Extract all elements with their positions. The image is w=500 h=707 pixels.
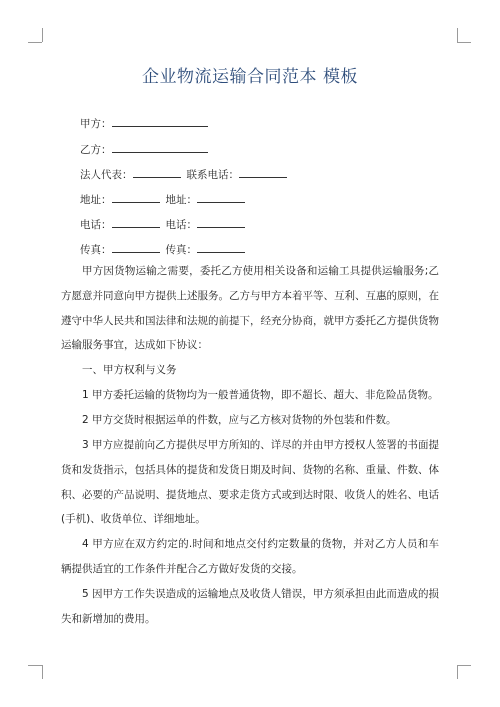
field-label-phone-a: 电话： [80,219,112,231]
field-label-party-a: 甲方： [80,118,112,130]
field-address [80,191,245,207]
field-label-fax-a: 传真： [80,244,112,256]
field-label-legal-rep: 法人代表： [80,169,133,181]
address-b-blank[interactable] [197,191,245,203]
field-fax [80,241,245,257]
phone-b-blank[interactable] [197,216,245,228]
corner-mark-bottom-right-v [457,665,458,679]
field-label-party-b: 乙方： [80,144,112,156]
legal-rep-blank[interactable] [133,166,181,178]
clause-2: 2 甲方交货时根据运单的件数，应与乙方核对货物的外包装和件数。 [82,414,397,426]
field-legal-rep [80,166,287,182]
field-label-phone-b: 电话： [165,219,197,231]
corner-mark-bottom-right-h [457,665,471,666]
clause-4: 4 甲方应在双方约定的.时间和地点交付约定数量的货物，并对乙方人员和车辆提供适宜的工作条件并配合乙方做好发货的交接。 [61,538,439,575]
document-title: 企业物流运输合同范本 模板 [142,67,358,87]
corner-mark-top-left-v [42,28,43,42]
field-label-address-b: 地址： [165,194,197,206]
corner-mark-bottom-left-h [28,665,42,666]
contact-phone-blank[interactable] [239,166,287,178]
address-a-blank[interactable] [112,191,160,203]
corner-mark-bottom-left-v [42,665,43,679]
paragraph-preamble: 甲方因货物运输之需要，委托乙方使用相关设备和运输工具提供运输服务;乙方愿意并同意向甲方提供上述服务。乙方与甲方本着平等、互利、互惠的原则，在遵守中华人民共和国法律和法规的前提下，经充分协商，就甲方委托乙方提供货物运输服务事宜，达成如下协议： [61,265,439,352]
party-a-blank[interactable] [112,115,208,127]
clause-1: 1 甲方委托运输的货物均为一般普通货物，即不超长、超大、非危险品货物。 [82,389,439,401]
corner-mark-top-right-v [457,28,458,42]
fax-a-blank[interactable] [112,241,160,253]
field-phone [80,216,245,232]
section-heading-party-a-rights: 一、甲方权利与义务 [82,364,177,376]
clause-3: 3 甲方应提前向乙方提供尽甲方所知的、详尽的并由甲方授权人签署的书面提货和发货指示，包括具体的提货和发货日期及时间、货物的名称、重量、件数、体积、必要的产品说明、提货地点、要求走货方式或到达时限、收货人的姓名、电话(手机)、收货单位、详细地址。 [61,439,439,526]
fax-b-blank[interactable] [197,241,245,253]
corner-mark-top-left-h [28,42,42,43]
field-label-address-a: 地址： [80,194,112,206]
field-label-contact-phone: 联系电话： [186,169,239,181]
clause-5: 5 因甲方工作失误造成的运输地点及收货人错误，甲方须承担由此而造成的损失和新增加的费用。 [61,588,439,625]
field-party-a [80,115,208,131]
corner-mark-top-right-h [457,42,471,43]
field-party-b [80,141,208,157]
phone-a-blank[interactable] [112,216,160,228]
field-label-fax-b: 传真： [165,244,197,256]
party-b-blank[interactable] [112,141,208,153]
